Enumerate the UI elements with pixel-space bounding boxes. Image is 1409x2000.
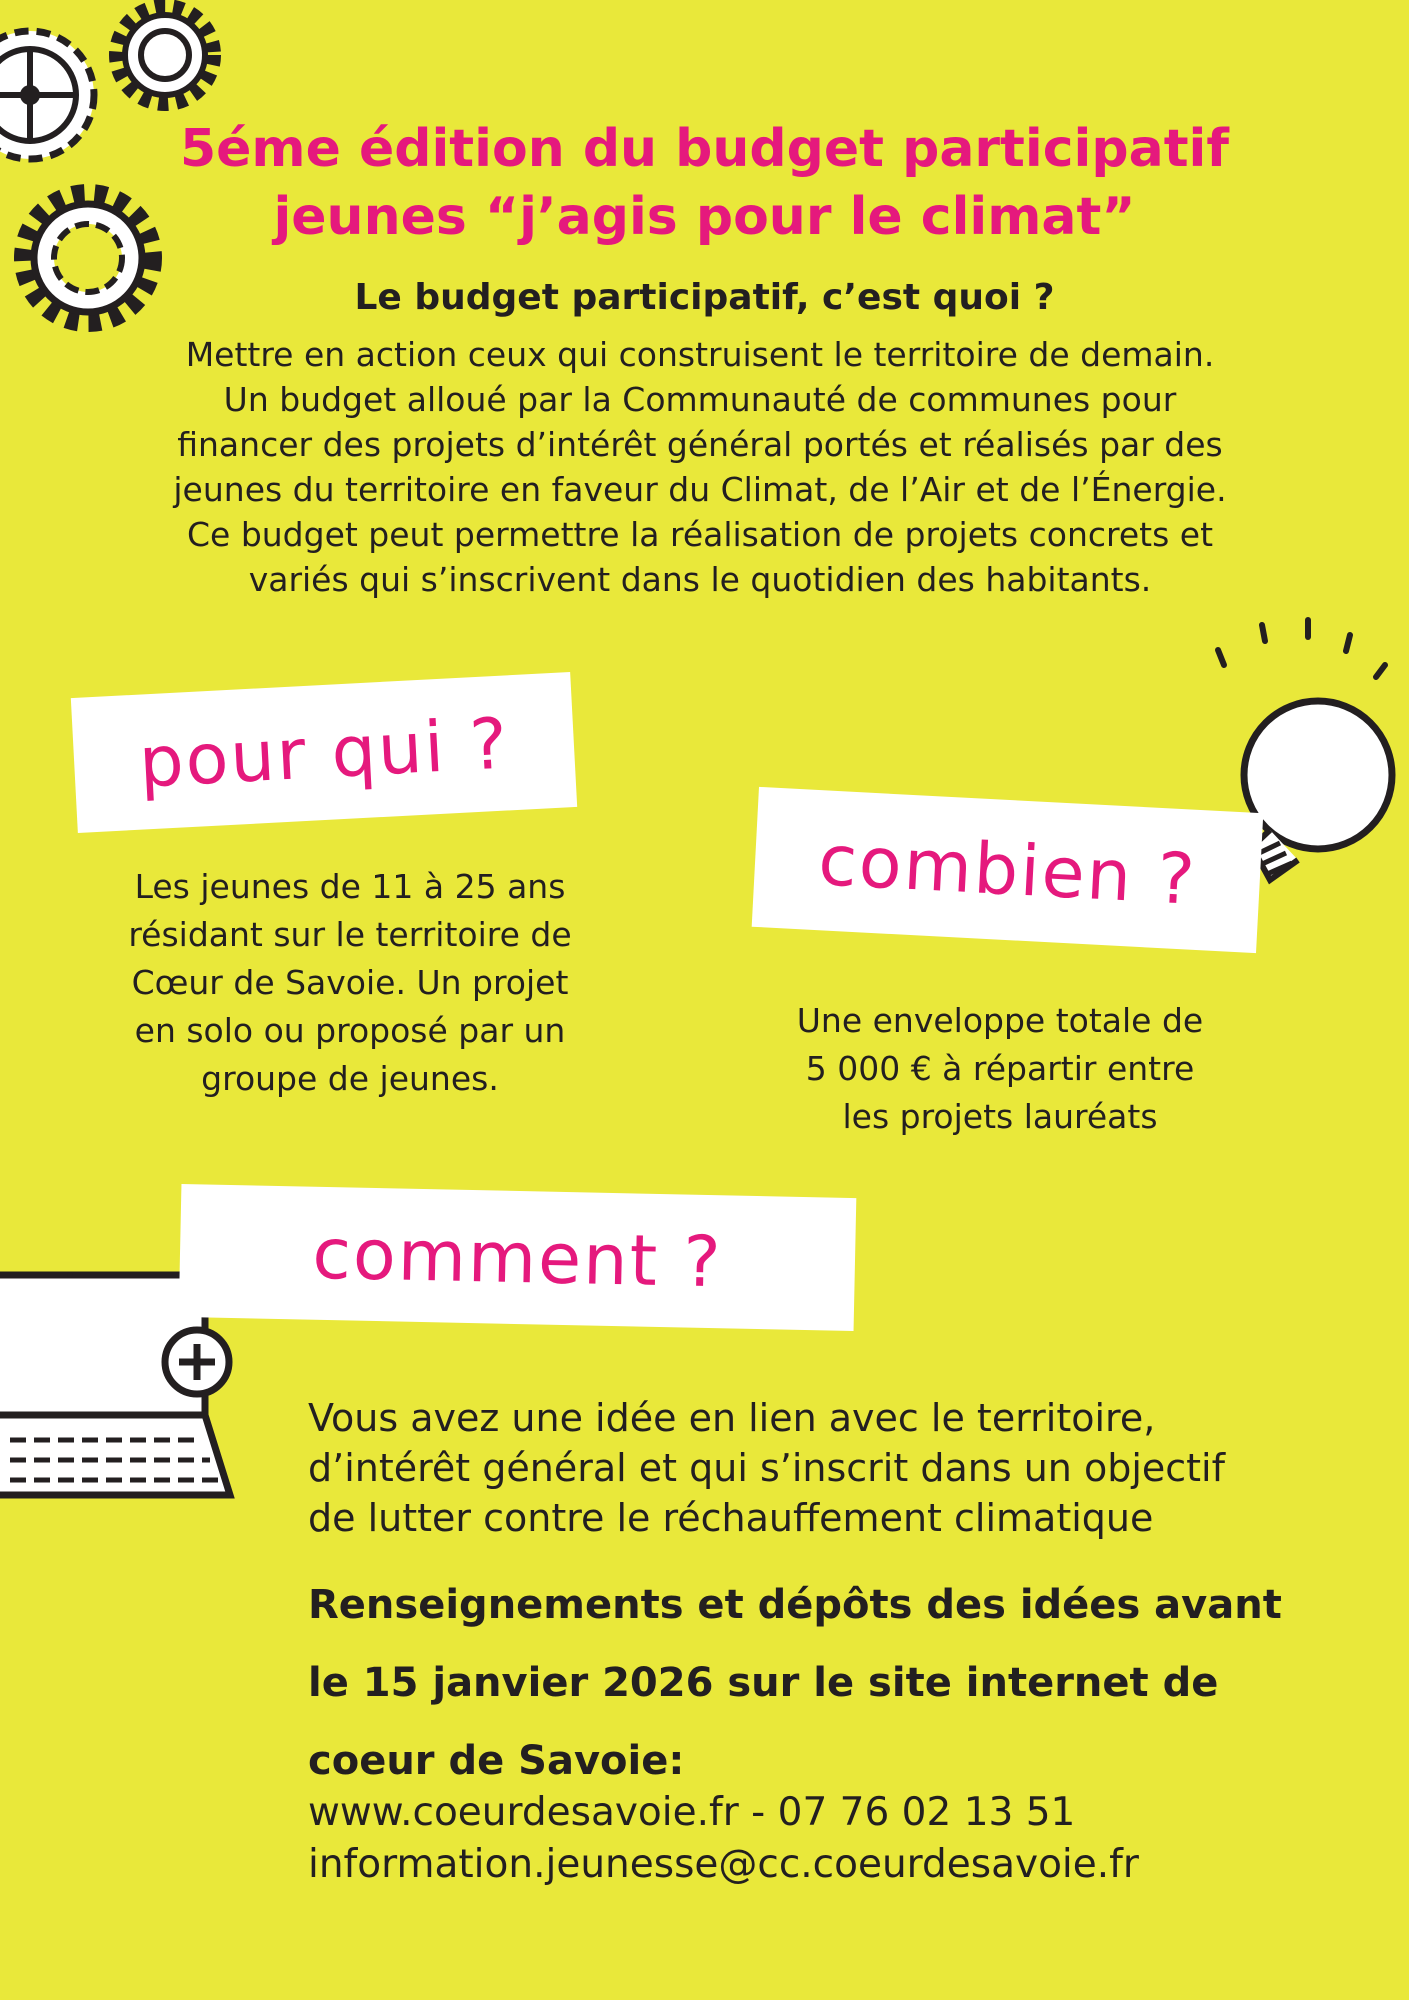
combien-line: les projets lauréats bbox=[842, 1097, 1158, 1136]
comment-line: d’intérêt général et qui s’inscrit dans un objectif bbox=[308, 1446, 1225, 1490]
pour-qui-card bbox=[71, 672, 577, 833]
plus-icon bbox=[165, 1330, 229, 1394]
comment-heading: comment ? bbox=[311, 1212, 724, 1303]
combien-line: 5 000 € à répartir entre bbox=[805, 1049, 1195, 1088]
gear-icon bbox=[117, 7, 213, 103]
title-line: 5éme édition du budget participatif bbox=[179, 119, 1229, 179]
comment-line: de lutter contre le réchauffement climatique bbox=[308, 1496, 1154, 1540]
comment-card bbox=[179, 1184, 857, 1331]
pour-qui-text bbox=[85, 863, 615, 1103]
intro-line: variés qui s’inscrivent dans le quotidien des habitants. bbox=[248, 560, 1152, 599]
combien-text bbox=[740, 997, 1260, 1141]
pour-qui-line: groupe de jeunes. bbox=[201, 1059, 499, 1098]
pour-qui-heading: pour qui ? bbox=[136, 701, 512, 804]
intro-line: jeunes du territoire en faveur du Climat, de l’Air et de l’Énergie. bbox=[173, 470, 1227, 509]
deposit-line: coeur de Savoie: bbox=[308, 1738, 685, 1784]
intro-line: financer des projets d’intérêt général portés et réalisés par des bbox=[177, 425, 1223, 464]
intro-line: Un budget alloué par la Communauté de communes pour bbox=[223, 380, 1177, 419]
pour-qui-line: en solo ou proposé par un bbox=[134, 1011, 566, 1050]
email-link[interactable]: information.jeunesse@cc.coeurdesavoie.fr bbox=[308, 1842, 1139, 1887]
deposit-line: le 15 janvier 2026 sur le site internet de bbox=[308, 1660, 1219, 1706]
combien-heading: combien ? bbox=[816, 819, 1199, 921]
pour-qui-line: Cœur de Savoie. Un projet bbox=[131, 963, 569, 1002]
comment-text bbox=[308, 1393, 1303, 1543]
pour-qui-line: résidant sur le territoire de bbox=[128, 915, 572, 954]
comment-line: Vous avez une idée en lien avec le territoire, bbox=[308, 1396, 1156, 1440]
page-title bbox=[0, 115, 1409, 251]
title-line: jeunes “j’agis pour le climat” bbox=[273, 187, 1136, 247]
section-subtitle: Le budget participatif, c’est quoi ? bbox=[354, 277, 1055, 318]
intro-line: Mettre en action ceux qui construisent le territoire de demain. bbox=[185, 335, 1215, 374]
intro-paragraph bbox=[100, 332, 1300, 602]
website-link[interactable]: www.coeurdesavoie.fr - 07 76 02 13 51 bbox=[308, 1790, 1076, 1835]
deposit-info bbox=[308, 1566, 1368, 1800]
contact-info bbox=[308, 1787, 1368, 1891]
intro-line: Ce budget peut permettre la réalisation de projets concrets et bbox=[186, 515, 1214, 554]
pour-qui-line: Les jeunes de 11 à 25 ans bbox=[134, 867, 566, 906]
combien-card bbox=[752, 787, 1264, 953]
combien-line: Une enveloppe totale de bbox=[796, 1001, 1204, 1040]
deposit-line: Renseignements et dépôts des idées avant bbox=[308, 1582, 1282, 1628]
